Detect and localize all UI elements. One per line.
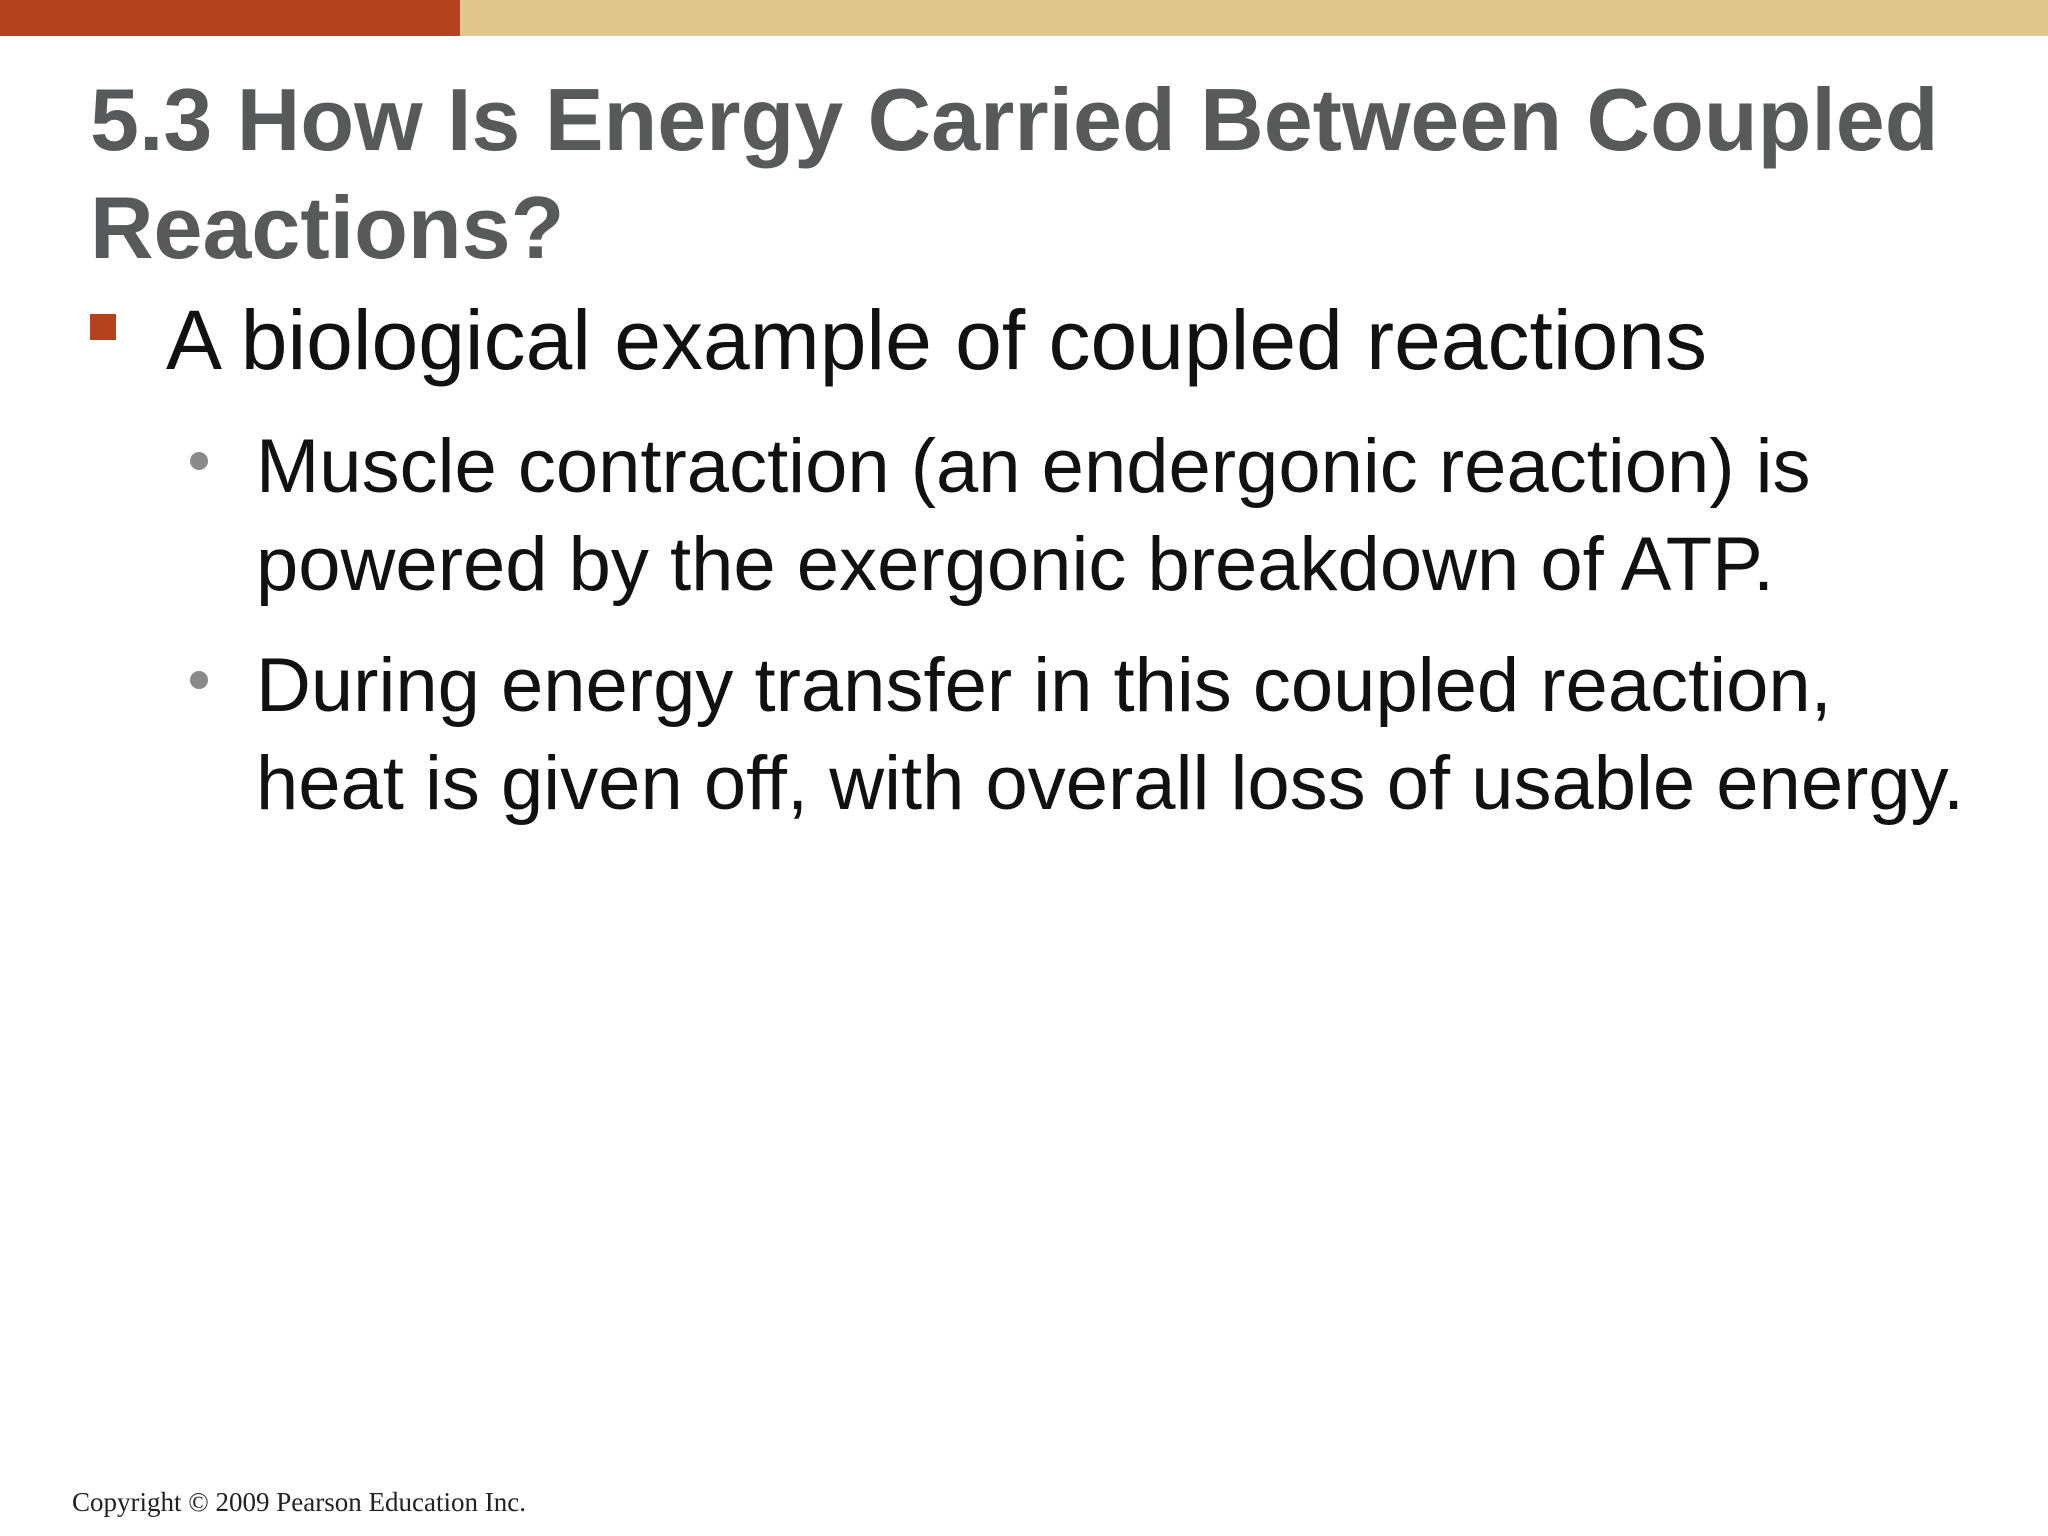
dot-bullet-icon [190, 671, 208, 689]
sub-bullet-item [190, 637, 1990, 833]
bullet-item [90, 290, 1990, 390]
slide-title: 5.3 How Is Energy Carried Between Coupled Reactions? [90, 70, 1939, 277]
square-bullet-icon [90, 314, 116, 340]
top-bar-accent-segment [0, 0, 460, 36]
sub-bullet-text: Muscle contraction (an endergonic reaction) is powered by the exergonic breakdown of ATP. [256, 424, 1811, 607]
dot-bullet-icon [190, 452, 208, 470]
sub-bullet-text: During energy transfer in this coupled reaction, heat is given off, with overall loss of usable energy. [256, 643, 1965, 826]
top-bar-main-segment [460, 0, 2048, 36]
copyright-notice: Copyright © 2009 Pearson Education Inc. [72, 1487, 526, 1517]
bullet-text: A biological example of coupled reactions [166, 293, 1707, 387]
sub-bullet-item [190, 418, 1990, 614]
top-decorative-bar [0, 0, 2048, 36]
